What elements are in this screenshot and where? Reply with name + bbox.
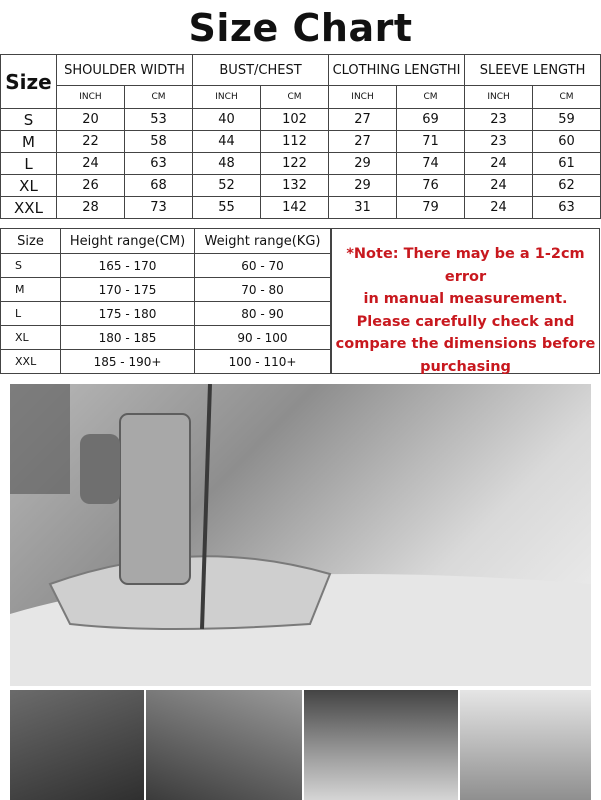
weight-range-cell: 90 - 100 [195,326,331,350]
unit-header-inch: INCH [193,86,261,109]
note-line: *Note: There may be a 1-2cm error [346,246,585,285]
unit-header-cm: CM [261,86,329,109]
height-range-cell: 170 - 175 [61,278,195,302]
measurement-table [0,54,601,219]
table-row [1,197,601,219]
measurement-cell: 55 [193,197,261,219]
height-range-cell: 175 - 180 [61,302,195,326]
measurement-cell: 24 [57,153,125,175]
table-row [1,278,331,302]
unit-header-inch: INCH [465,86,533,109]
measurement-cell: 142 [261,197,329,219]
height-range-cell: 165 - 170 [61,254,195,278]
height-weight-table [0,228,331,374]
measurement-cell: 52 [193,175,261,197]
measurement-cell: 23 [465,109,533,131]
fabric-sewing-photo [146,690,302,800]
measurement-cell: 29 [329,153,397,175]
unit-header-inch: INCH [57,86,125,109]
table-row [1,254,331,278]
note-line: in manual measurement. [363,291,568,307]
page-title: Size Chart [188,6,413,50]
note-line: Please carefully check and [356,313,575,330]
measurement-cell: 74 [397,153,465,175]
measurement-cell: 48 [193,153,261,175]
table-row [1,302,331,326]
measurement-cell: 61 [533,153,601,175]
measurement-cell: 24 [465,197,533,219]
size-column-header: Size [1,55,57,109]
sewing-machine-photo [10,384,591,686]
measurement-cell: 23 [465,131,533,153]
measurement-cell: 27 [329,109,397,131]
unit-header-cm: CM [397,86,465,109]
measurement-cell: 58 [125,131,193,153]
measurement-cell: 44 [193,131,261,153]
measurement-cell: 102 [261,109,329,131]
thread-spools-photo [304,690,458,800]
size-label: L [1,153,57,175]
measurement-cell: 60 [533,131,601,153]
unit-header-cm: CM [125,86,193,109]
measurement-cell: 76 [397,175,465,197]
measurement-error-note [331,228,600,374]
measurement-cell: 69 [397,109,465,131]
measurement-cell: 68 [125,175,193,197]
height-range-cell: 185 - 190+ [61,350,195,374]
measurement-cell: 59 [533,109,601,131]
weight-range-cell: 60 - 70 [195,254,331,278]
measurement-cell: 40 [193,109,261,131]
measurement-cell: 112 [261,131,329,153]
unit-header-cm: CM [533,86,601,109]
measurement-cell: 63 [125,153,193,175]
weight-range-cell: 70 - 80 [195,278,331,302]
sewing-machine-illustration [10,384,591,686]
size-label: S [1,109,57,131]
size-label: XL [1,326,61,350]
clothing-length-header: CLOTHING LENGTHI [329,55,465,86]
industrial-machine-photo [460,690,591,800]
weight-range-header: Weight range(KG) [195,229,331,254]
size-label: S [1,254,61,278]
sleeve-length-header: SLEEVE LENGTH [465,55,601,86]
measurement-cell: 79 [397,197,465,219]
measurement-cell: 71 [397,131,465,153]
measurement-cell: 24 [465,153,533,175]
unit-header-inch: INCH [329,86,397,109]
measurement-cell: 20 [57,109,125,131]
size-label: M [1,131,57,153]
weight-range-cell: 100 - 110+ [195,350,331,374]
table-row [1,153,601,175]
measurement-cell: 22 [57,131,125,153]
size-label: XXL [1,350,61,374]
size-label: XL [1,175,57,197]
measurement-cell: 28 [57,197,125,219]
table-row [1,131,601,153]
measurement-cell: 62 [533,175,601,197]
measurement-cell: 27 [329,131,397,153]
height-range-cell: 180 - 185 [61,326,195,350]
measurement-cell: 122 [261,153,329,175]
measurement-cell: 24 [465,175,533,197]
size-column-header: Size [1,229,61,254]
measurement-cell: 73 [125,197,193,219]
measurement-cell: 63 [533,197,601,219]
table-row [1,350,331,374]
sewing-hands-photo [10,690,144,800]
shoulder-width-header: SHOULDER WIDTH [57,55,193,86]
measurement-cell: 29 [329,175,397,197]
table-row [1,326,331,350]
size-label: XXL [1,197,57,219]
measurement-cell: 132 [261,175,329,197]
note-line: compare the dimensions before [335,336,596,352]
measurement-cell: 31 [329,197,397,219]
height-range-header: Height range(CM) [61,229,195,254]
weight-range-cell: 80 - 90 [195,302,331,326]
note-line: purchasing [420,358,511,375]
size-label: L [1,302,61,326]
table-row [1,109,601,131]
bust-chest-header: BUST/CHEST [193,55,329,86]
table-row [1,175,601,197]
size-label: M [1,278,61,302]
measurement-cell: 53 [125,109,193,131]
measurement-cell: 26 [57,175,125,197]
